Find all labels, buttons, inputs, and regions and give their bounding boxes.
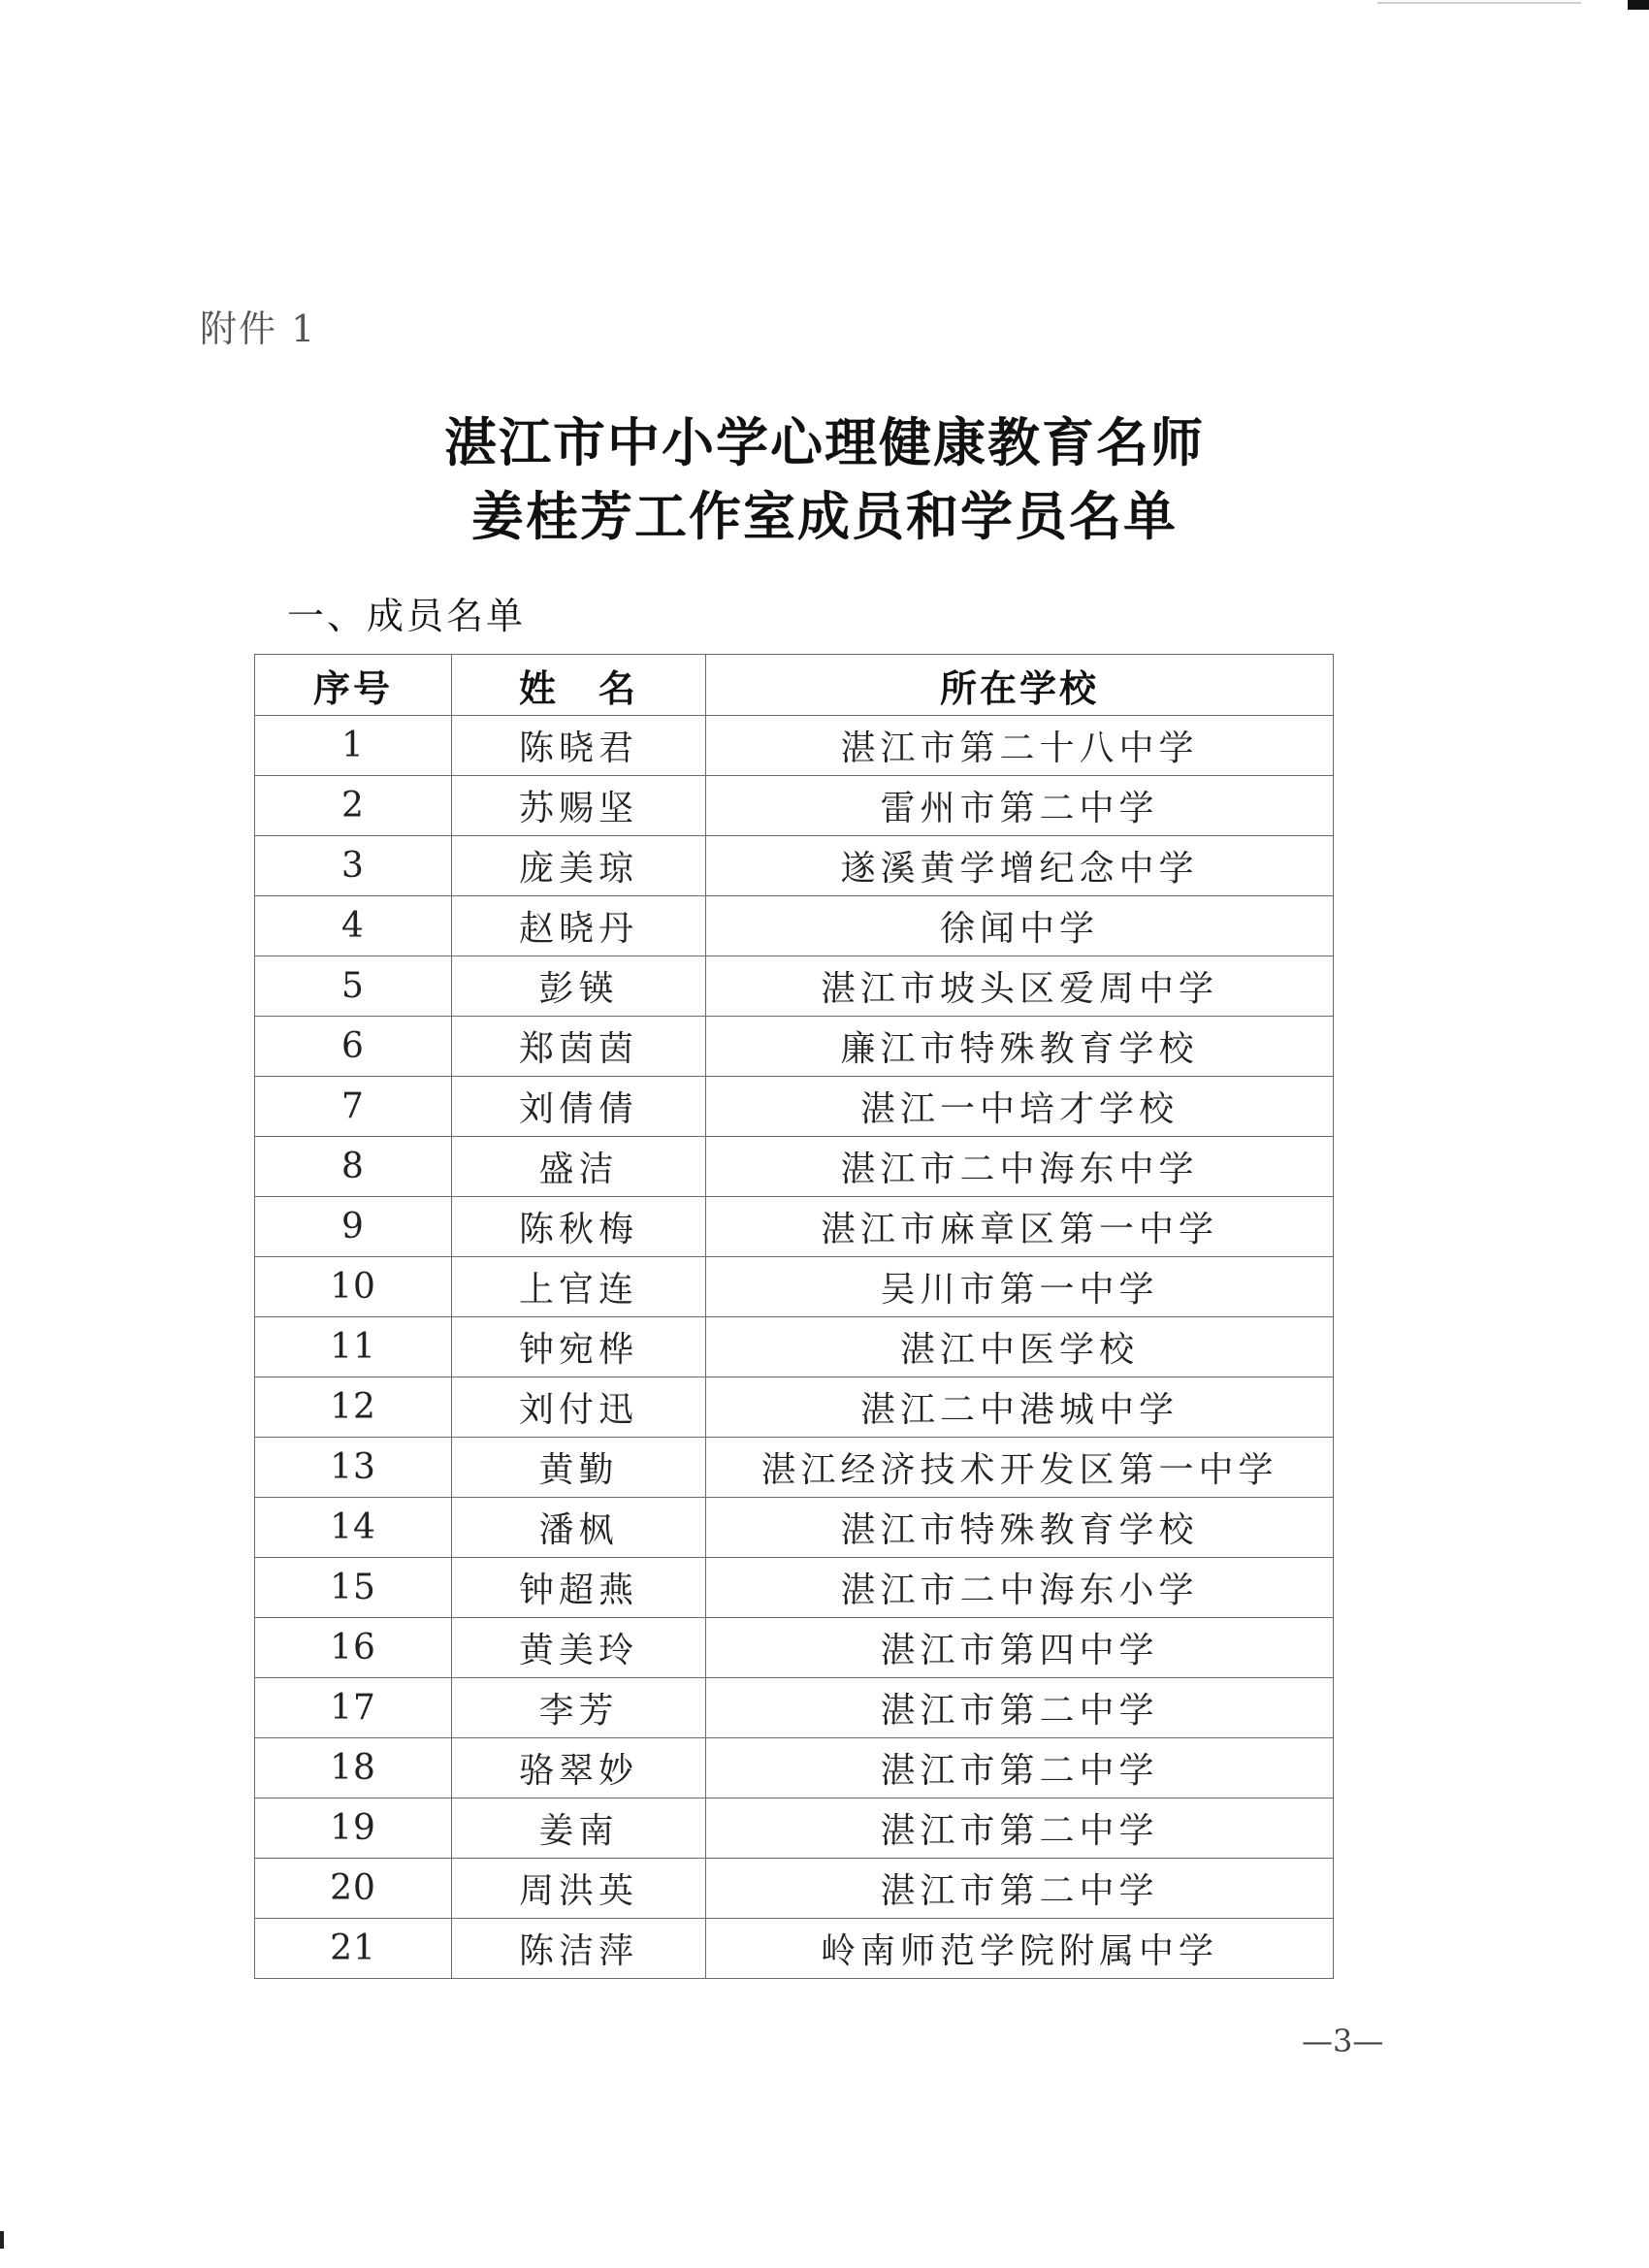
cell-number: 20 xyxy=(255,1859,452,1919)
cell-number: 2 xyxy=(255,776,452,836)
table-row xyxy=(255,776,1334,836)
table-row xyxy=(255,956,1334,1017)
cell-number: 10 xyxy=(255,1257,452,1317)
cell-name: 刘付迅 xyxy=(452,1377,706,1438)
cell-school: 岭南师范学院附属中学 xyxy=(706,1919,1334,1979)
cell-school: 遂溪黄学增纪念中学 xyxy=(706,836,1334,896)
cell-number: 13 xyxy=(255,1438,452,1498)
cell-number: 14 xyxy=(255,1498,452,1558)
cell-name: 彭锳 xyxy=(452,956,706,1017)
cell-name: 黄勤 xyxy=(452,1438,706,1498)
table-row xyxy=(255,1077,1334,1137)
cell-school: 湛江市特殊教育学校 xyxy=(706,1498,1334,1558)
cell-number: 17 xyxy=(255,1678,452,1738)
cell-school: 湛江市第二中学 xyxy=(706,1678,1334,1738)
table-row xyxy=(255,716,1334,776)
cell-number: 7 xyxy=(255,1077,452,1137)
cell-name: 钟超燕 xyxy=(452,1558,706,1618)
table-row xyxy=(255,1317,1334,1377)
cell-number: 5 xyxy=(255,956,452,1017)
table-row xyxy=(255,1738,1334,1798)
cell-name: 潘枫 xyxy=(452,1498,706,1558)
cell-number: 21 xyxy=(255,1919,452,1979)
cell-school: 湛江市麻章区第一中学 xyxy=(706,1197,1334,1257)
cell-school: 吴川市第一中学 xyxy=(706,1257,1334,1317)
cell-number: 9 xyxy=(255,1197,452,1257)
cell-school: 湛江市第二十八中学 xyxy=(706,716,1334,776)
cell-school: 湛江市第二中学 xyxy=(706,1798,1334,1859)
cell-number: 15 xyxy=(255,1558,452,1618)
cell-name: 黄美玲 xyxy=(452,1618,706,1678)
table-row xyxy=(255,836,1334,896)
scan-corner-mark xyxy=(1628,0,1649,10)
cell-school: 湛江市二中海东中学 xyxy=(706,1137,1334,1197)
column-header-school: 所在学校 xyxy=(706,655,1334,716)
attachment-label: 附件 1 xyxy=(200,308,317,350)
cell-number: 6 xyxy=(255,1017,452,1077)
table-row xyxy=(255,1798,1334,1859)
column-header-name: 姓 名 xyxy=(452,655,706,716)
cell-name: 李芳 xyxy=(452,1678,706,1738)
scan-top-edge-line xyxy=(1377,2,1581,4)
cell-name: 庞美琼 xyxy=(452,836,706,896)
cell-number: 11 xyxy=(255,1317,452,1377)
cell-name: 上官连 xyxy=(452,1257,706,1317)
document-title-line-1: 湛江市中小学心理健康教育名师 xyxy=(444,412,1205,473)
cell-name: 郑茵茵 xyxy=(452,1017,706,1077)
cell-school: 湛江中医学校 xyxy=(706,1317,1334,1377)
member-table-body xyxy=(255,716,1334,1979)
scan-left-edge-mark xyxy=(0,2231,4,2249)
cell-school: 徐闻中学 xyxy=(706,896,1334,956)
section-heading-members: 一、成员名单 xyxy=(287,595,527,637)
cell-school: 廉江市特殊教育学校 xyxy=(706,1017,1334,1077)
cell-name: 姜南 xyxy=(452,1798,706,1859)
cell-number: 16 xyxy=(255,1618,452,1678)
cell-number: 8 xyxy=(255,1137,452,1197)
table-row xyxy=(255,896,1334,956)
cell-school: 雷州市第二中学 xyxy=(706,776,1334,836)
column-header-number: 序号 xyxy=(255,655,452,716)
table-row xyxy=(255,1438,1334,1498)
table-row xyxy=(255,1618,1334,1678)
table-row xyxy=(255,1678,1334,1738)
cell-school: 湛江一中培才学校 xyxy=(706,1077,1334,1137)
table-row xyxy=(255,1919,1334,1979)
cell-name: 盛洁 xyxy=(452,1137,706,1197)
cell-school: 湛江二中港城中学 xyxy=(706,1377,1334,1438)
table-row xyxy=(255,1197,1334,1257)
cell-name: 周洪英 xyxy=(452,1859,706,1919)
cell-number: 1 xyxy=(255,716,452,776)
table-row xyxy=(255,1498,1334,1558)
cell-name: 钟宛桦 xyxy=(452,1317,706,1377)
table-row xyxy=(255,1017,1334,1077)
cell-school: 湛江市坡头区爱周中学 xyxy=(706,956,1334,1017)
cell-number: 19 xyxy=(255,1798,452,1859)
cell-name: 赵晓丹 xyxy=(452,896,706,956)
cell-number: 18 xyxy=(255,1738,452,1798)
document-title-line-2: 姜桂芳工作室成员和学员名单 xyxy=(471,486,1178,547)
table-header-row xyxy=(255,655,1334,716)
cell-name: 骆翠妙 xyxy=(452,1738,706,1798)
cell-school: 湛江市第二中学 xyxy=(706,1859,1334,1919)
cell-school: 湛江市第二中学 xyxy=(706,1738,1334,1798)
table-row xyxy=(255,1257,1334,1317)
cell-name: 陈晓君 xyxy=(452,716,706,776)
table-row xyxy=(255,1558,1334,1618)
cell-school: 湛江市二中海东小学 xyxy=(706,1558,1334,1618)
table-row xyxy=(255,1859,1334,1919)
table-row xyxy=(255,1137,1334,1197)
cell-name: 陈洁萍 xyxy=(452,1919,706,1979)
cell-school: 湛江市第四中学 xyxy=(706,1618,1334,1678)
member-table xyxy=(254,654,1334,1979)
cell-number: 12 xyxy=(255,1377,452,1438)
cell-number: 3 xyxy=(255,836,452,896)
cell-name: 刘倩倩 xyxy=(452,1077,706,1137)
page-number: —3— xyxy=(1302,2023,1384,2059)
table-row xyxy=(255,1377,1334,1438)
cell-school: 湛江经济技术开发区第一中学 xyxy=(706,1438,1334,1498)
cell-name: 陈秋梅 xyxy=(452,1197,706,1257)
cell-name: 苏赐坚 xyxy=(452,776,706,836)
cell-number: 4 xyxy=(255,896,452,956)
